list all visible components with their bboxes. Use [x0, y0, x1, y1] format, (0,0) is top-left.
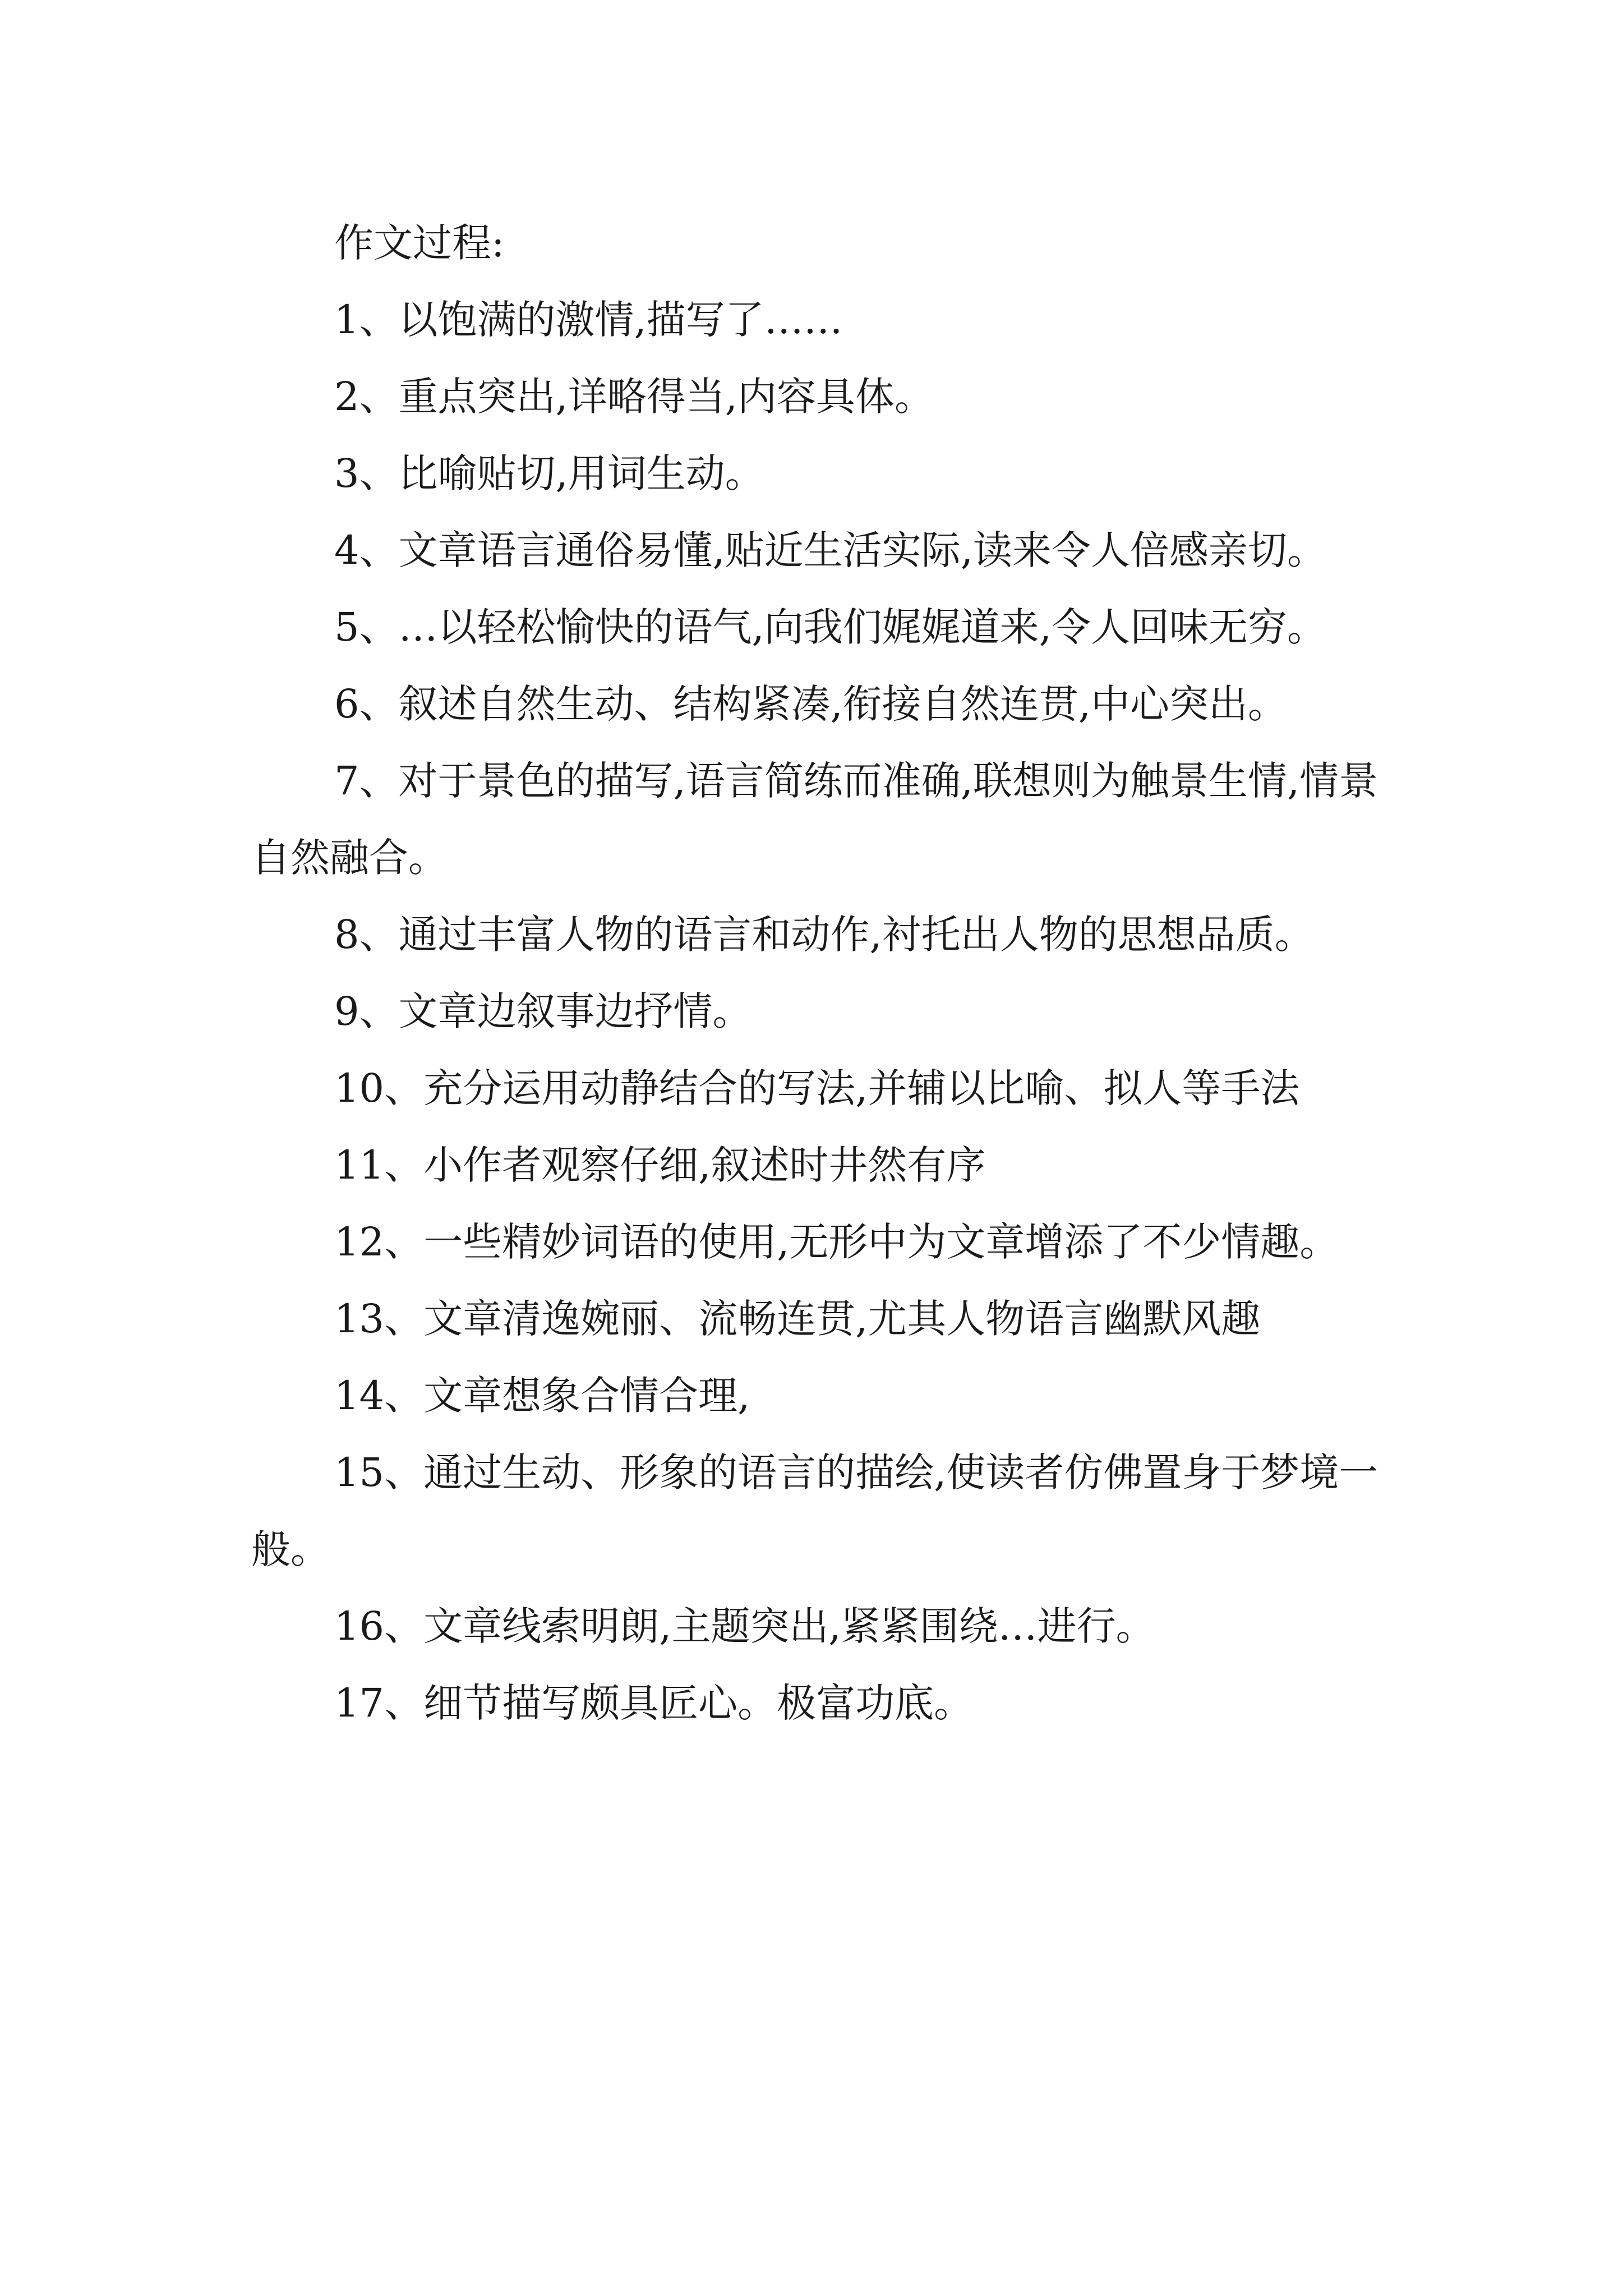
list-item: 2、重点突出,详略得当,内容具体。 [334, 374, 934, 420]
list-item: 12、一些精妙词语的使用,无形中为文章增添了不少情趣。 [334, 1219, 1339, 1265]
list-item: 6、叙述自然生动、结构紧凑,衔接自然连贯,中心突出。 [334, 681, 1288, 727]
list-item: 17、细节描写颇具匠心。极富功底。 [334, 1680, 974, 1726]
list-item: 15、通过生动、形象的语言的描绘,使读者仿佛置身于梦境一般。 [251, 1450, 1378, 1572]
list-item: 3、比喻贴切,用词生动。 [334, 450, 764, 496]
list-item: 13、文章清逸婉丽、流畅连贯,尤其人物语言幽默风趣 [334, 1296, 1261, 1342]
list-item: 14、文章想象合情合理, [334, 1373, 750, 1419]
document-body [251, 205, 1390, 1742]
list-item: 4、文章语言通俗易懂,贴近生活实际,读来令人倍感亲切。 [334, 527, 1327, 573]
list-item: 16、文章线索明朗,主题突出,紧紧围绕…进行。 [334, 1603, 1155, 1649]
list-item: 5、…以轻松愉快的语气,向我们娓娓道来,令人回味无穷。 [334, 604, 1327, 650]
list-item: 11、小作者观察仔细,叙述时井然有序 [334, 1142, 986, 1188]
document-heading: 作文过程: [334, 220, 505, 266]
list-item: 1、以饱满的激情,描写了…… [334, 297, 843, 343]
list-item: 7、对于景色的描写,语言简练而准确,联想则为触景生情,情景自然融合。 [251, 758, 1378, 881]
list-item: 9、文章边叙事边抒情。 [334, 988, 752, 1034]
list-item: 8、通过丰富人物的语言和动作,衬托出人物的思想品质。 [334, 912, 1314, 958]
list-item: 10、充分运用动静结合的写法,并辅以比喻、拟人等手法 [334, 1065, 1300, 1111]
